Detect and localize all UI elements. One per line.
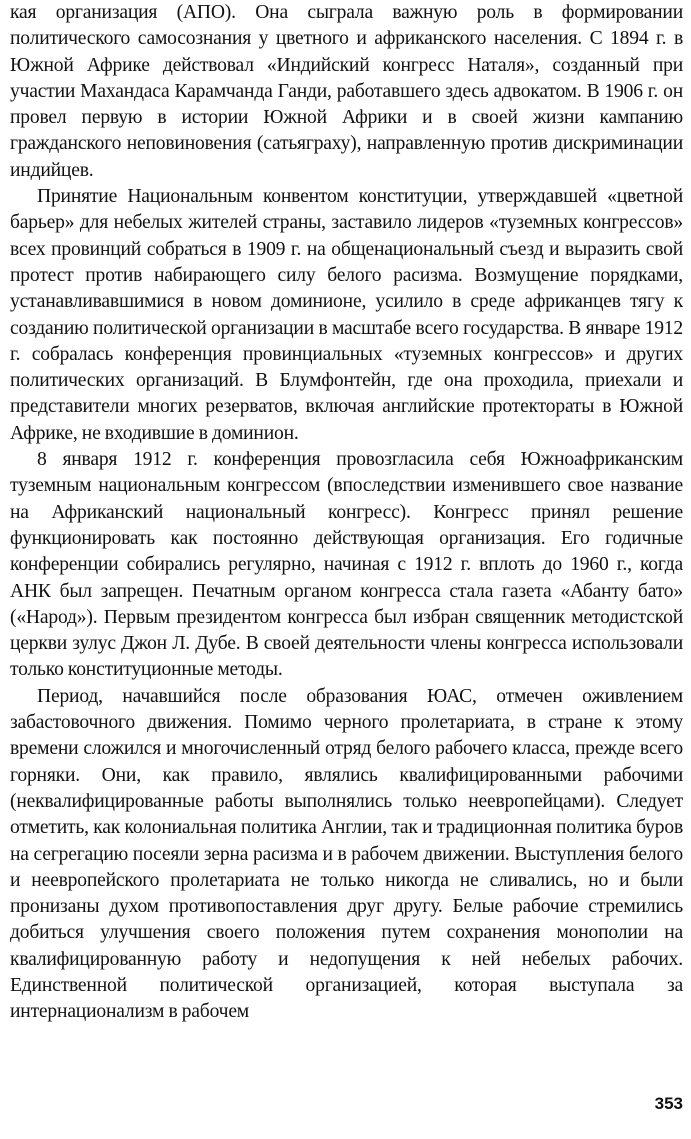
paragraph-constitution: Принятие Национальным конвентом конституции, утверждавшей «цветной барьер» для небелых жителей страны, заставило лидеров «туземных конгрессов» всех провинций собраться в 1909 г. на общенациональный съезд и выразить свой протест против набирающего силу белого расизма. Возмущение порядками, устанавливавшимися в новом доминионе, усилило в среде африканцев тягу к созданию политической организации в масштабе всего государства. В январе 1912 г. собралась конференция провинциальных «туземных конгрессов» и других политических организаций. В Блумфонтейн, где она проходила, приехали и представители многих резерватов, включая английские протектораты в Южной Африке, не входившие в доминион.: [10, 186, 683, 444]
paragraph-congress-founding: 8 января 1912 г. конференция провозгласила себя Южноафриканским туземным национальным конгрессом (впоследствии изменившего свое название на Африканский национальный конгресс). Конгресс принял решение функционировать как постоянно действующая организация. Его годичные конференции собирались регулярно, начиная с 1912 г. вплоть до 1960 г., когда АНК был запрещен. Печатным органом конгресса стала газета «Абанту бато» («Народ»). Первым президентом конгресса был избран священник методистской церкви зулус Джон Л. Дубе. В своей деятельности члены конгресса использовали только конституционные методы.: [10, 449, 683, 681]
page-number: 353: [654, 1094, 683, 1113]
paragraph-continuation: кая организация (АПО). Она сыграла важную роль в формировании политического самосознания у цветного и африканского населения. С 1894 г. в Южной Африке действовал «Индийский конгресс Наталя», созданный при участии Махандаса Карамчанда Ганди, работавшего здесь адвокатом. В 1906 г. он провел первую в истории Южной Африки и в своей жизни кампанию гражданского неповиновения (сатьяграху), направленную против дискриминации индийцев.: [10, 2, 683, 181]
book-page: [10, 0, 683, 1139]
paragraph-strike-movement: Период, начавшийся после образования ЮАС, отмечен оживлением забастовочного движения. Помимо черного пролетариата, в стране к этому времени сложился и многочисленный отряд белого рабочего класса, прежде всего горняки. Они, как правило, являлись квалифицированными рабочими (неквалифицированные работы выполнялись только неевропейцами). Следует отметить, как колониальная политика Англии, так и традиционная политика буров на сегрегацию посеяли зерна расизма и в рабочем движении. Выступления белого и неевропейского пролетариата не только никогда не сливались, но и были пронизаны духом противопоставления друг другу. Белые рабочие стремились добиться улучшения своего положения путем сохранения монополии на квалифицированную работу и недопущения к ней небелых рабочих. Единственной политической организацией, которая выступала за интернационализм в рабочем: [10, 685, 683, 1023]
